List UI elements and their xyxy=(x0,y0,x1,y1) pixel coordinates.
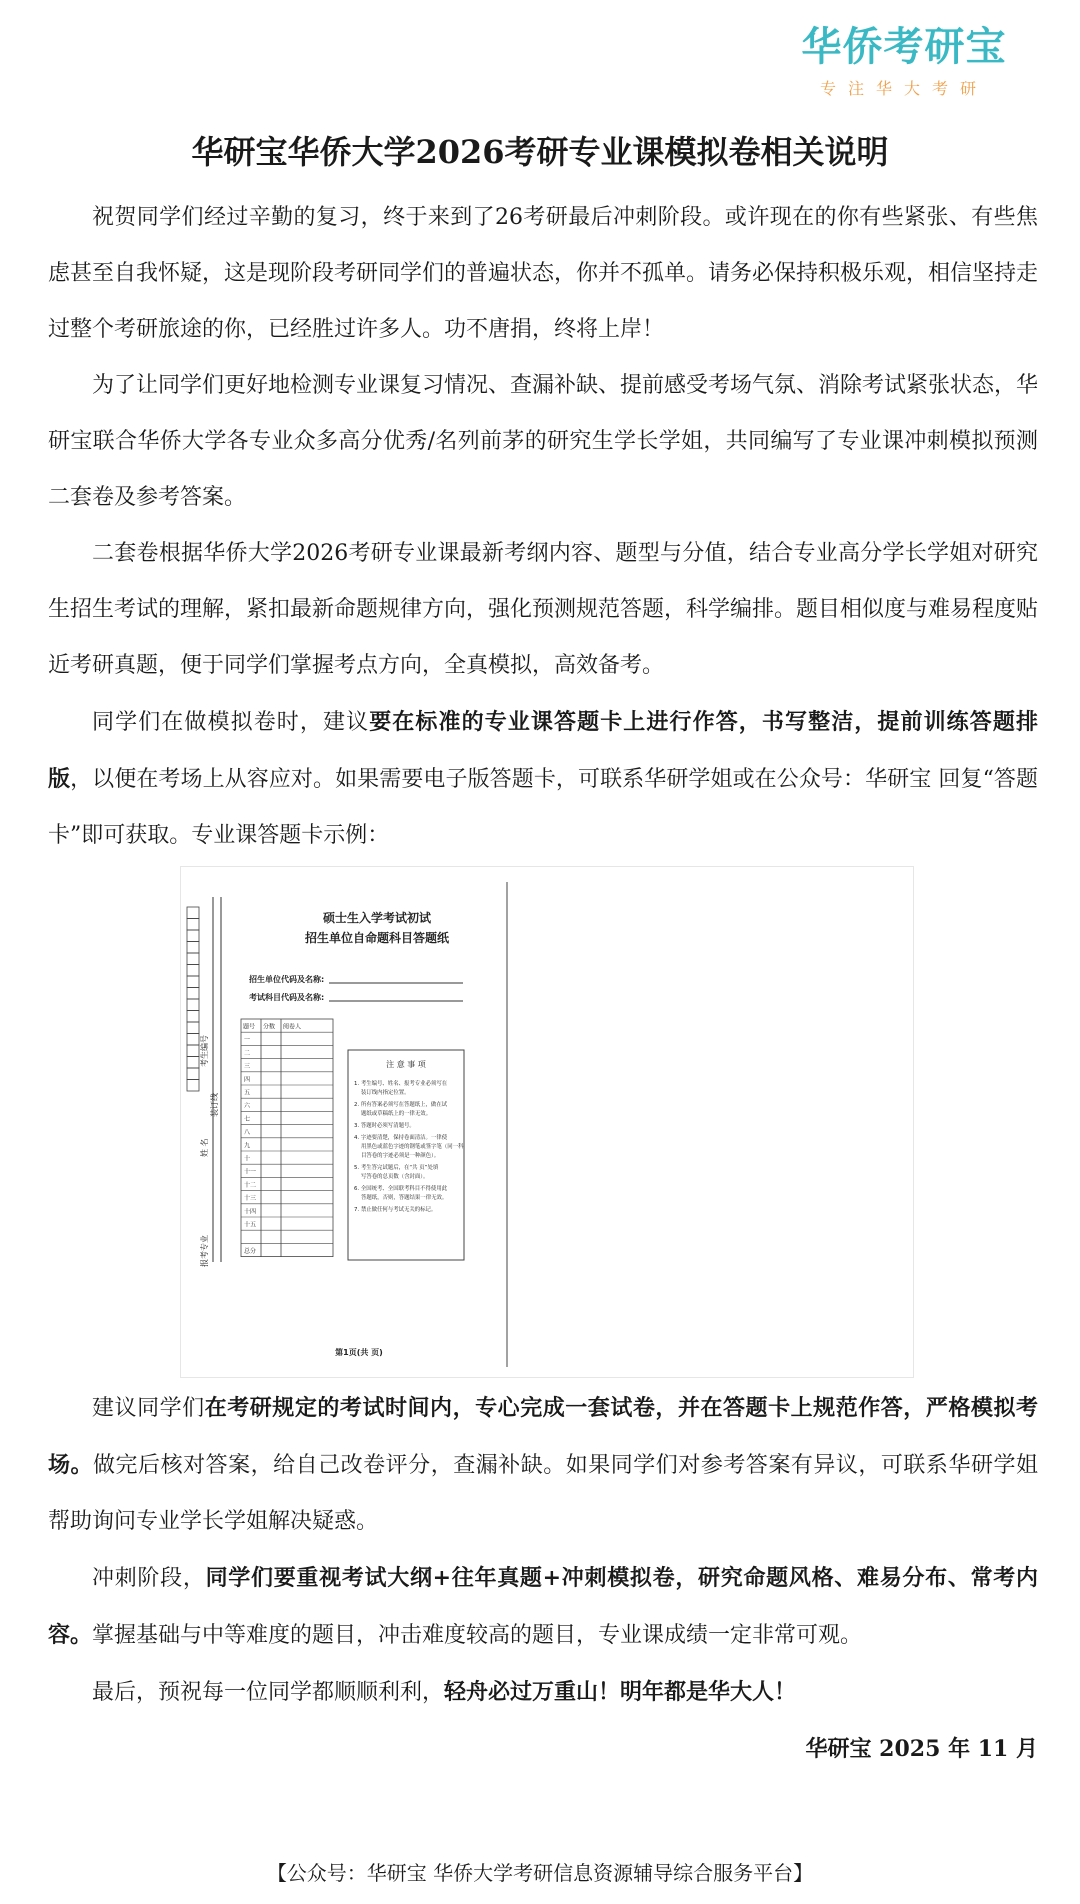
emphasis-text: 同学们要重视考试大纲+往年真题+冲刺模拟卷，研究命题风格、难易分布、常考内容。 xyxy=(48,1565,1038,1648)
document-title: 华研宝华侨大学2026考研专业课模拟卷相关说明 xyxy=(191,133,889,171)
number-box xyxy=(187,1045,199,1057)
notice-item-line: 3. 答题时必须写清题号。 xyxy=(354,1123,415,1129)
paragraph-closing xyxy=(48,1664,1038,1721)
notice-item-line: 5. 考生答完试题后，在“共 页”处填 xyxy=(354,1165,439,1171)
table-row-label: 一 xyxy=(244,1036,251,1044)
text-segment: 最后，预祝每一位同学都顺顺利利， xyxy=(92,1680,445,1705)
number-box xyxy=(187,919,199,931)
number-box xyxy=(187,907,199,919)
brand-logo xyxy=(764,22,1044,102)
table-row-label: 十二 xyxy=(244,1181,257,1189)
text-segment: 冲刺阶段， xyxy=(92,1566,206,1591)
emphasis-text: 轻舟必过万重山！明年都是华大人！ xyxy=(444,1679,797,1705)
notice-item-line: 4. 字迹要清楚，保持卷面清洁。一律使 xyxy=(354,1135,448,1141)
table-row-label: 十五 xyxy=(244,1221,257,1229)
score-table xyxy=(241,1019,333,1257)
table-header: 分数 xyxy=(263,1023,276,1031)
notice-item-line: 答题纸，否则，答题结果一律无效。 xyxy=(361,1195,448,1201)
notice-item-line: 装订线内指定位置。 xyxy=(361,1090,410,1096)
table-row-label: 总分 xyxy=(244,1247,257,1255)
notice-item-line: 题纸或草稿纸上的一律无效。 xyxy=(361,1111,432,1117)
notice-item-line: 目答卷的字迹必须是一种颜色）。 xyxy=(361,1153,440,1159)
table-row-label: 三 xyxy=(244,1063,251,1071)
number-box xyxy=(187,942,199,954)
number-box xyxy=(187,1080,199,1092)
side-label-number: 考生编号 xyxy=(200,1035,209,1067)
emphasis-text: 在考研规定的考试时间内，专心完成一套试卷，并在答题卡上规范作答，严格模拟考场。 xyxy=(48,1395,1038,1478)
paragraph-purpose: 为了让同学们更好地检测专业课复习情况、查漏补缺、提前感受考场气氛、消除考试紧张状态，华研宝联合华侨大学各专业众多高分优秀/名列前茅的研究生学长学姐，共同编写了专业课冲刺模拟预测二套卷及参考答案。 xyxy=(48,373,1039,510)
notice-item-line: 7. 禁止做任何与考试无关的标记。 xyxy=(354,1207,437,1213)
side-label-major: 报考专业 xyxy=(200,1235,209,1267)
answer-sheet-drawing xyxy=(181,867,913,1377)
candidate-number-boxes xyxy=(187,907,199,1091)
paragraph-answer-sheet-advice xyxy=(48,694,1038,864)
number-box xyxy=(187,988,199,1000)
text-segment: 掌握基础与中等难度的题目，冲击难度较高的题目，专业课成绩一定非常可观。 xyxy=(92,1623,863,1648)
table-row-label: 十一 xyxy=(244,1168,257,1176)
table-row-label: 七 xyxy=(244,1115,251,1123)
table-row-label: 八 xyxy=(244,1129,251,1137)
notice-item-line: 用黑色或蓝色字迹的钢笔或签字笔（同一科 xyxy=(361,1144,464,1150)
number-box xyxy=(187,965,199,977)
table-row-label: 四 xyxy=(244,1076,251,1084)
text-segment: 同学们在做模拟卷时，建议 xyxy=(92,710,370,735)
side-label-name: 姓 名 xyxy=(200,1138,209,1157)
notice-item-line: 6. 全国统考、全国联考科目不得使用此 xyxy=(354,1186,448,1192)
text-segment: 建议同学们 xyxy=(92,1396,205,1421)
table-row-label: 十四 xyxy=(244,1208,257,1216)
paragraph-sprint-stage xyxy=(48,1550,1038,1664)
table-row-label: 六 xyxy=(244,1102,251,1110)
number-box xyxy=(187,1011,199,1023)
paragraph-description: 二套卷根据华侨大学2026考研专业课最新考纲内容、题型与分值，结合专业高分学长学姐对研究生招生考试的理解，紧扣最新命题规律方向，强化预测规范答题，科学编排。题目相似度与难易程度贴近考研真题，便于同学们掌握考点方向，全真模拟，高效备考。 xyxy=(48,541,1039,678)
notice-list xyxy=(354,1079,464,1213)
number-box xyxy=(187,953,199,965)
table-row-label: 二 xyxy=(244,1049,251,1057)
logo-subtitle: 专注华大考研 xyxy=(819,79,988,98)
table-header: 阅卷人 xyxy=(283,1023,302,1031)
footer-banner: 【公众号：华研宝 华侨大学考研信息资源辅导综合服务平台】 xyxy=(266,1861,814,1885)
table-header: 题号 xyxy=(243,1023,256,1031)
table-row-label: 十三 xyxy=(244,1195,257,1203)
logo-title: 华侨考研宝 xyxy=(801,24,1007,70)
paragraph-exam-simulation xyxy=(48,1380,1038,1550)
table-row-label: 十 xyxy=(244,1155,251,1163)
side-label-binding: 装订线 xyxy=(210,1093,219,1117)
answer-sheet-image xyxy=(180,866,914,1378)
emphasis-text: 要在标准的专业课答题卡上进行作答，书写整洁，提前训练答题排版 xyxy=(48,709,1038,792)
table-row-label: 五 xyxy=(244,1089,251,1097)
number-box xyxy=(187,1034,199,1046)
sheet-field-subject: 考试科目代码及名称: xyxy=(249,993,325,1002)
sheet-field-unit: 招生单位代码及名称: xyxy=(249,975,325,984)
number-box xyxy=(187,930,199,942)
number-box xyxy=(187,976,199,988)
number-box xyxy=(187,1022,199,1034)
document-body xyxy=(48,190,1038,1799)
notice-item-line: 1. 考生编号、姓名、报考专业必须写在 xyxy=(354,1081,448,1087)
signature: 华研宝 2025 年 11 月 xyxy=(805,1736,1038,1762)
sheet-title-line1: 硕士生入学考试初试 xyxy=(322,911,432,925)
number-box xyxy=(187,1057,199,1069)
notice-title: 注 意 事 项 xyxy=(386,1060,426,1069)
text-segment: ，以便在考场上从容应对。如果需要电子版答题卡，可联系华研学姐或在公众号：华研宝 回复“答题卡”即可获取。专业课答题卡示例： xyxy=(48,767,1038,848)
sheet-title-line2: 招生单位自命题科目答题纸 xyxy=(304,931,450,945)
paragraph-greeting: 祝贺同学们经过辛勤的复习，终于来到了26考研最后冲刺阶段。或许现在的你有些紧张、有些焦虑甚至自我怀疑，这是现阶段考研同学们的普遍状态，你并不孤单。请务必保持积极乐观，相信坚持走过整个考研旅途的你，已经胜过许多人。功不唐捐，终将上岸！ xyxy=(48,205,1039,342)
sheet-page-label: 第1页(共 页) xyxy=(335,1348,383,1357)
notice-item-line: 2. 所有答案必须写在答题纸上，做在试 xyxy=(354,1102,448,1108)
notice-item-line: 写答卷的总页数（含封面）。 xyxy=(361,1174,429,1180)
number-box xyxy=(187,1068,199,1080)
text-segment: 做完后核对答案，给自己改卷评分，查漏补缺。如果同学们对参考答案有异议，可联系华研学姐帮助询问专业学长学姐解决疑惑。 xyxy=(48,1453,1038,1534)
number-box xyxy=(187,999,199,1011)
table-row-label: 九 xyxy=(244,1142,251,1150)
